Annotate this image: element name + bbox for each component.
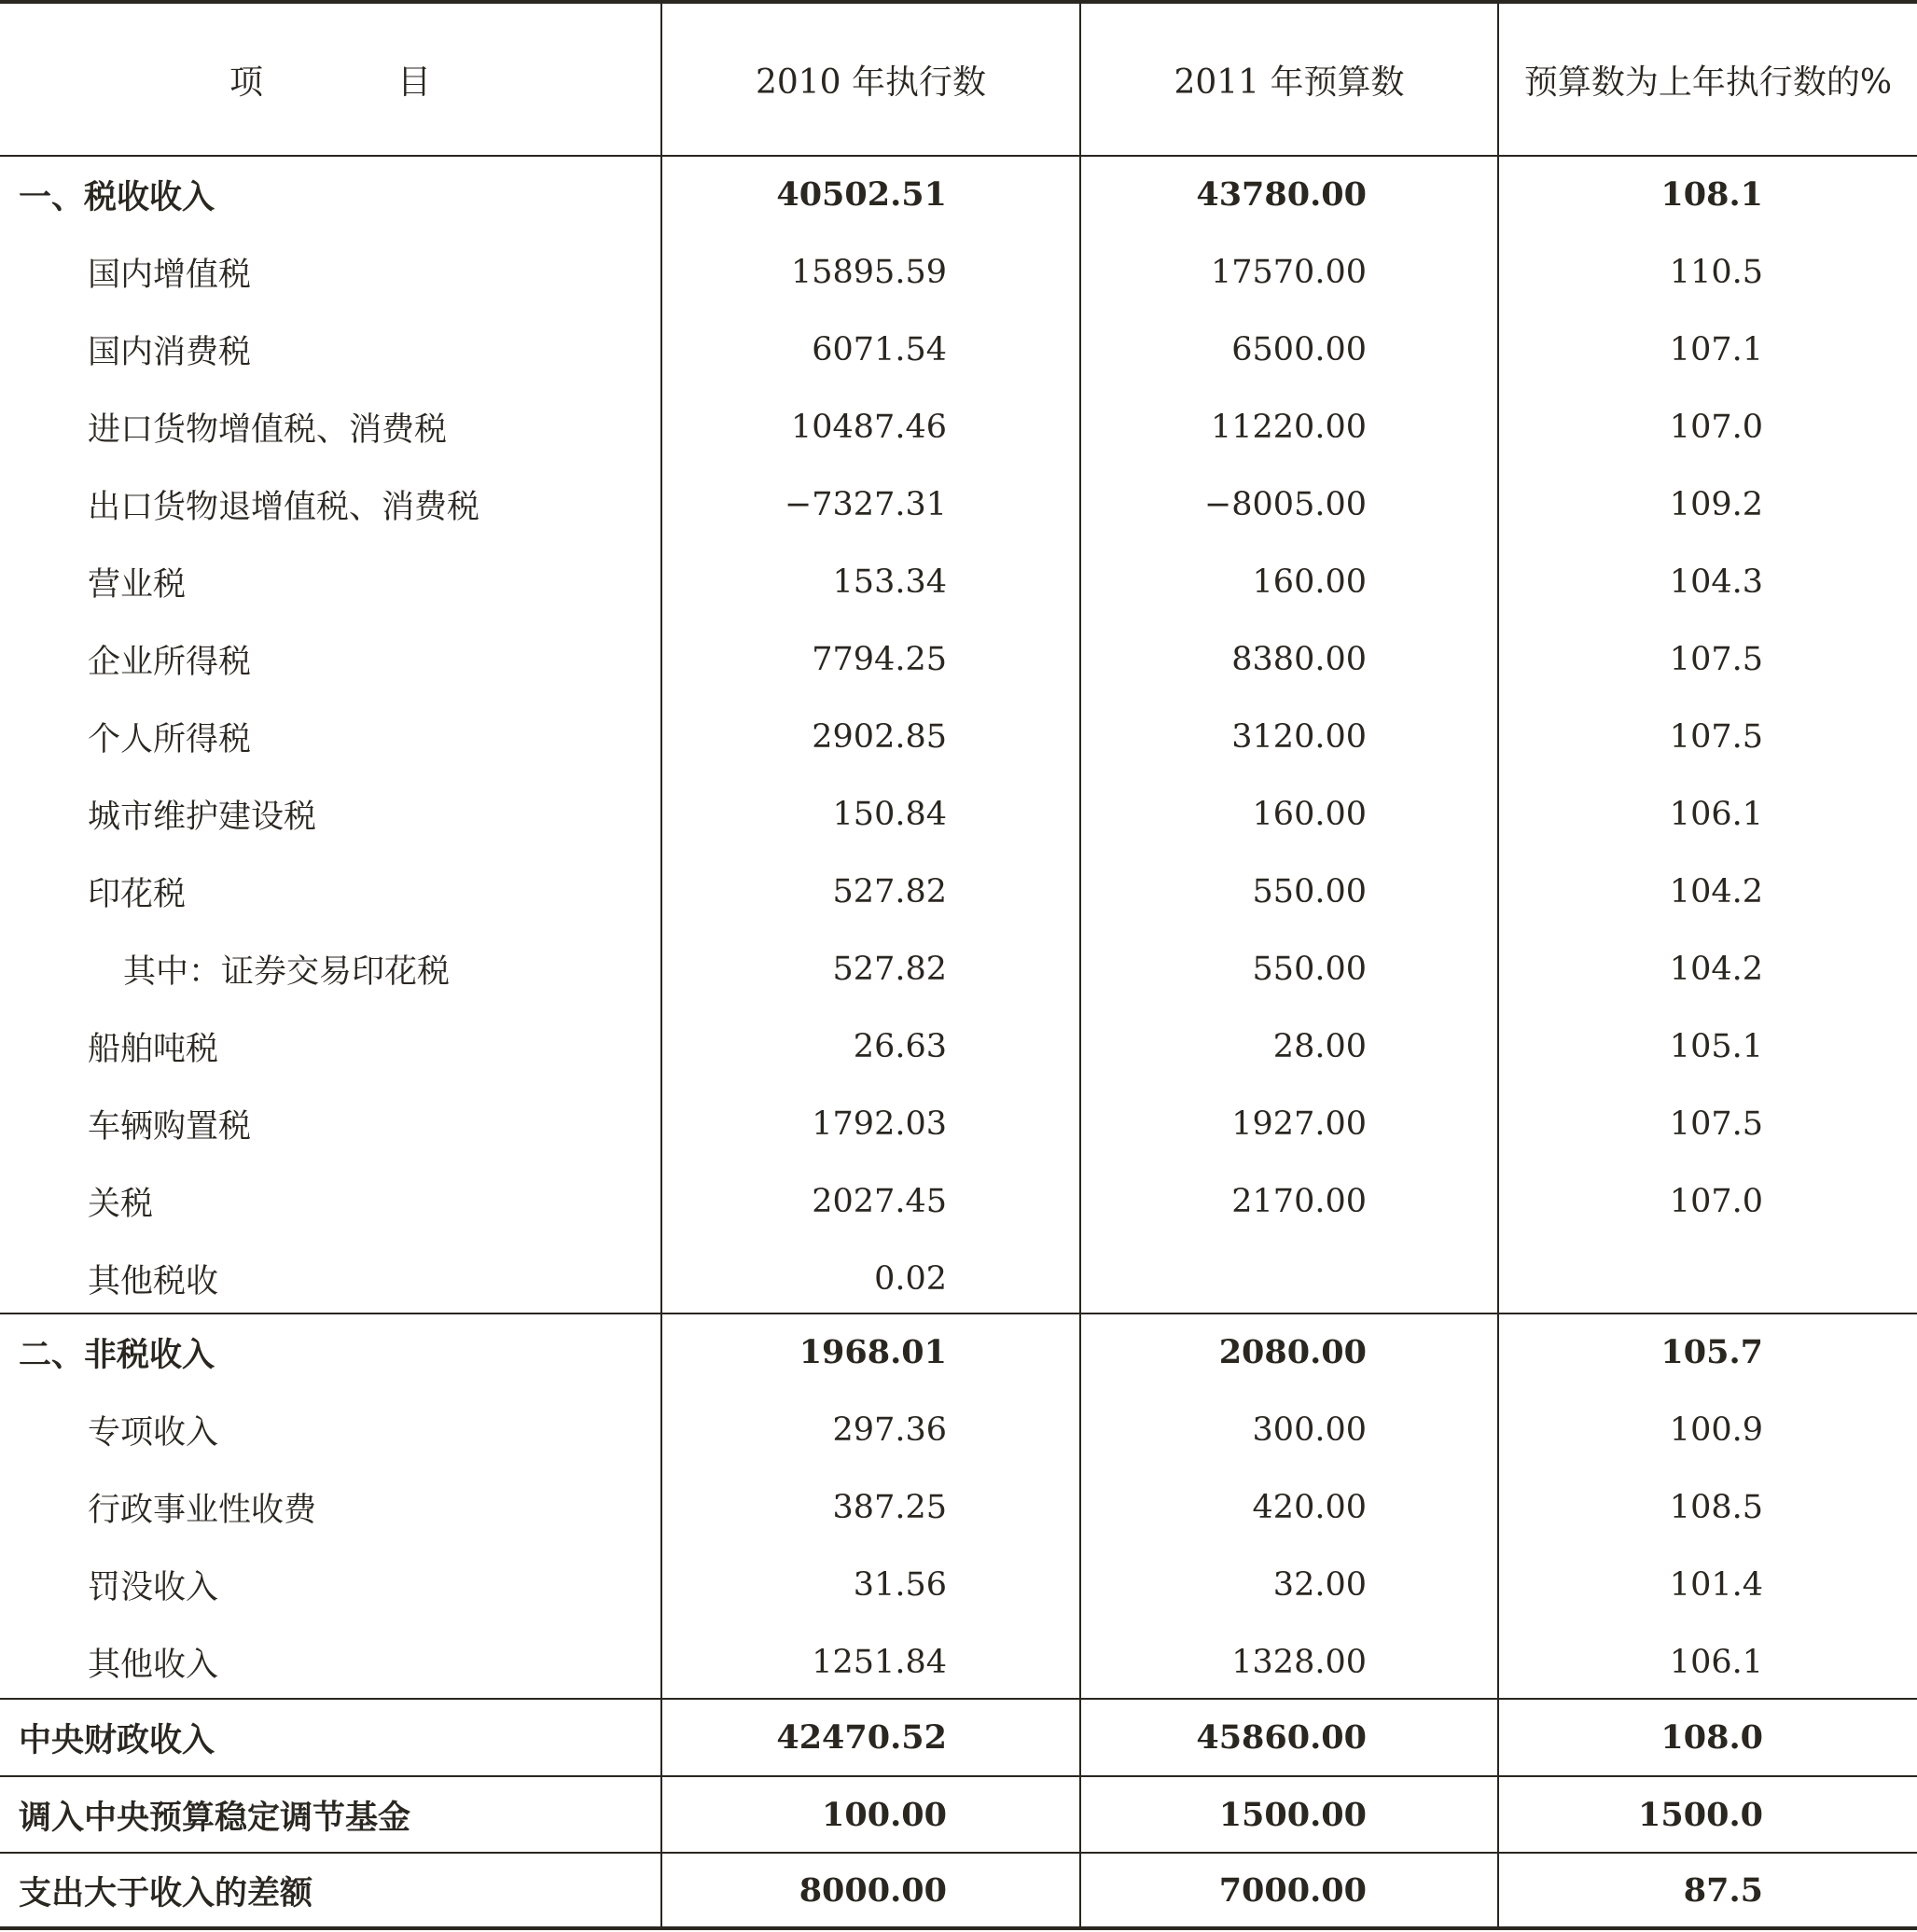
value-pct: 107.5 [1669,717,1763,756]
value-2010: 100.00 [822,1796,947,1834]
value-2010: 1251.84 [812,1643,947,1681]
value-pct: 107.5 [1669,1105,1763,1143]
value-2010: 153.34 [832,563,947,601]
value-pct: 105.1 [1669,1027,1763,1065]
value-pct: 104.3 [1669,563,1763,601]
value-2011: 160.00 [1252,563,1367,601]
value-pct: 107.1 [1669,330,1763,368]
table-row [0,1240,1917,1317]
table-row [0,1313,1917,1391]
row-label: 调入中央预算稳定调节基金 [19,1799,411,1837]
row-label: 专项收入 [88,1413,219,1452]
value-2010: 0.02 [874,1259,947,1298]
value-2011: 3120.00 [1231,717,1367,756]
value-pct: 107.0 [1669,1182,1763,1220]
value-pct: 108.1 [1660,175,1763,214]
value-2010: 8000.00 [799,1871,947,1910]
row-label: 关税 [88,1185,154,1223]
value-2010: 297.36 [832,1411,947,1449]
value-pct: 87.5 [1683,1871,1763,1910]
table-row [0,1391,1917,1468]
value-2010: 31.56 [853,1565,947,1604]
value-pct: 101.4 [1669,1565,1763,1604]
row-label: 营业税 [88,565,187,604]
value-2011: 420.00 [1252,1488,1367,1526]
value-2011: 1500.00 [1218,1796,1367,1834]
row-label: 罚没收入 [88,1568,219,1606]
value-pct: 109.2 [1669,485,1763,523]
table-row [0,1468,1917,1546]
row-label: 车辆购置税 [88,1107,252,1146]
row-label: 其他税收 [88,1262,219,1300]
row-label: 国内消费税 [88,333,252,371]
value-2011: 550.00 [1252,950,1367,988]
table-row [0,1699,1917,1776]
table-row [0,1085,1917,1162]
header-pct-label: 预算数为上年执行数的% [1523,63,1893,102]
table-row [0,1852,1917,1929]
value-2010: 2027.45 [812,1182,947,1220]
value-2011: 32.00 [1272,1565,1367,1604]
value-2011: 28.00 [1272,1027,1367,1065]
table-row [0,620,1917,698]
row-label: 印花税 [88,875,187,913]
header-2010-label: 2010 年执行数 [755,63,987,102]
table-row [0,853,1917,930]
value-2010: 15895.59 [790,253,947,291]
table-row [0,775,1917,853]
value-2011: 7000.00 [1218,1871,1367,1910]
row-label: 企业所得税 [88,643,252,681]
table-row [0,311,1917,388]
value-pct: 105.7 [1660,1333,1763,1371]
value-pct: 104.2 [1669,872,1763,910]
value-2010: 42470.52 [776,1718,947,1757]
table-row [0,1546,1917,1623]
table-row [0,233,1917,311]
value-2010: 1968.01 [799,1333,947,1371]
value-2010: 2902.85 [812,717,947,756]
value-pct: 110.5 [1669,253,1763,291]
row-label: 中央财政收入 [19,1721,215,1759]
value-2010: 387.25 [832,1488,947,1526]
value-2011: 2170.00 [1231,1182,1367,1220]
row-label: 行政事业性收费 [88,1491,317,1529]
header-2011 [1081,4,1497,156]
value-pct: 106.1 [1669,1643,1763,1681]
table-row [0,1008,1917,1085]
value-2011 [1082,1240,1367,1317]
table-row [0,156,1917,233]
value-pct: 100.9 [1669,1411,1763,1449]
value-pct: 108.0 [1660,1718,1763,1757]
value-2010: 150.84 [832,795,947,833]
value-pct: 106.1 [1669,795,1763,833]
value-pct: 1500.0 [1638,1796,1763,1834]
table-bottom-rule [0,1926,1917,1930]
value-2010: 7794.25 [812,640,947,678]
table-row [0,1162,1917,1240]
value-2011: 17570.00 [1210,253,1367,291]
value-2011: 6500.00 [1231,330,1367,368]
row-label: 城市维护建设税 [88,798,317,836]
value-2010: 527.82 [832,872,947,910]
value-2011: 2080.00 [1218,1333,1367,1371]
value-2011: 550.00 [1252,872,1367,910]
value-2010: 527.82 [832,950,947,988]
value-2010: 26.63 [853,1027,947,1065]
value-2010: 1792.03 [812,1105,947,1143]
value-pct: 108.5 [1669,1488,1763,1526]
row-label: 个人所得税 [88,720,252,758]
value-2011: 160.00 [1252,795,1367,833]
value-2011: 300.00 [1252,1411,1367,1449]
row-label: 船舶吨税 [88,1030,219,1068]
value-2010: 10487.46 [790,408,947,446]
header-pct [1499,4,1917,156]
table-row [0,543,1917,620]
header-item [0,4,660,156]
header-2010 [662,4,1079,156]
value-pct: 104.2 [1669,950,1763,988]
value-pct: 107.5 [1669,640,1763,678]
table-row [0,930,1917,1008]
value-2011: 43780.00 [1196,175,1367,214]
row-label: 一、税收收入 [19,178,215,216]
row-label: 其他收入 [88,1646,219,1684]
value-2011: 1328.00 [1231,1643,1367,1681]
value-2010: −7327.31 [784,485,947,523]
value-2011: 45860.00 [1196,1718,1367,1757]
value-2011: 1927.00 [1231,1105,1367,1143]
value-2011: 8380.00 [1231,640,1367,678]
row-label: 二、非税收入 [19,1336,215,1374]
row-label: 其中：证券交易印花税 [123,952,451,991]
row-label: 国内增值税 [88,256,252,294]
value-2010: 6071.54 [812,330,947,368]
table-row [0,388,1917,466]
row-label: 进口货物增值税、消费税 [88,410,448,449]
table-row [0,1623,1917,1701]
table-row [0,1776,1917,1854]
table-row [0,466,1917,543]
row-label: 出口货物退增值税、消费税 [88,488,480,526]
header-item-label: 项 目 [229,63,431,102]
value-2011: 11220.00 [1210,408,1367,446]
value-pct [1502,1240,1763,1317]
row-label: 支出大于收入的差额 [19,1874,313,1912]
value-2011: −8005.00 [1203,485,1367,523]
table-row [0,698,1917,775]
value-2010: 40502.51 [776,175,947,214]
value-pct: 107.0 [1669,408,1763,446]
header-2011-label: 2011 年预算数 [1174,63,1405,102]
